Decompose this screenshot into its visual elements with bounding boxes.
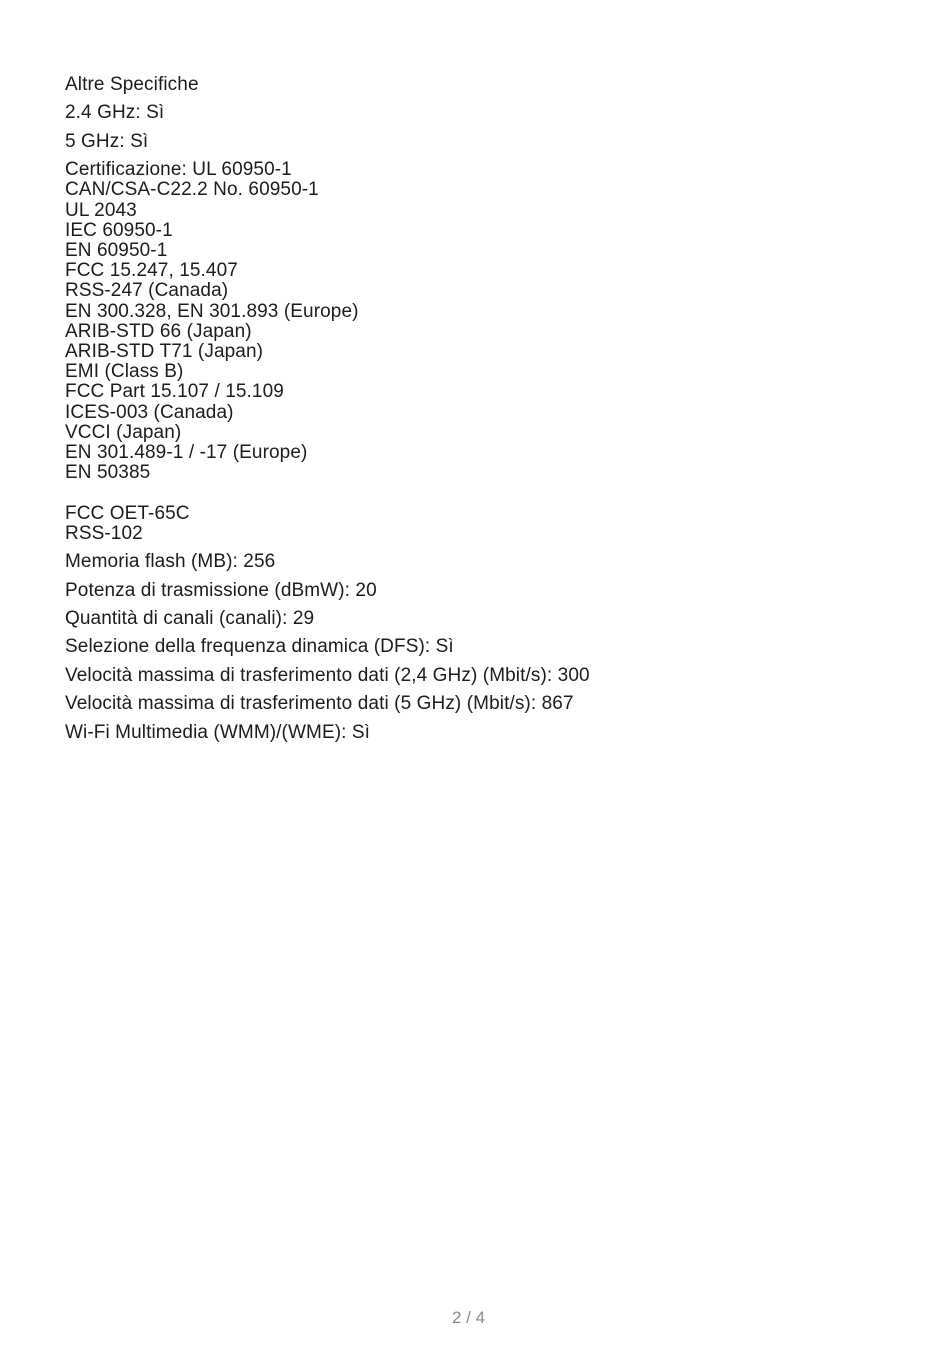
spec-line: Memoria flash (MB): 256 (65, 551, 276, 573)
spec-velocita-5-ghz (65, 694, 897, 714)
spec-line: FCC 15.247, 15.407 (65, 260, 238, 282)
spec-line: FCC Part 15.107 / 15.109 (65, 381, 284, 403)
spec-line: UL 2043 (65, 199, 137, 221)
spec-line: Potenza di trasmissione (dBmW): 20 (65, 579, 377, 601)
spec-line: FCC OET-65C (65, 502, 190, 524)
spec-line: Velocità massima di trasferimento dati (2,4 GHz) (Mbit/s): 300 (65, 664, 590, 686)
spec-line: ICES-003 (Canada) (65, 401, 234, 423)
spec-line: Certificazione: UL 60950-1 (65, 159, 292, 181)
spec-5-ghz (65, 132, 897, 152)
spec-line: 5 GHz: Sì (65, 130, 149, 152)
spec-line: VCCI (Japan) (65, 421, 182, 443)
spec-line: Selezione della frequenza dinamica (DFS): Sì (65, 636, 454, 658)
spec-line: EMI (Class B) (65, 361, 184, 383)
page-number: 2 / 4 (451, 1308, 486, 1327)
spec-line: 2.4 GHz: Sì (65, 102, 165, 124)
spec-potenza-trasmissione (65, 581, 897, 601)
spec-line: RSS-102 (65, 522, 143, 544)
spec-line: Velocità massima di trasferimento dati (5 GHz) (Mbit/s): 867 (65, 693, 574, 715)
spec-line: ARIB-STD 66 (Japan) (65, 320, 252, 342)
spec-velocita-2-4-ghz (65, 666, 897, 686)
spec-line: RSS-247 (Canada) (65, 280, 229, 302)
spec-line: CAN/CSA-C22.2 No. 60950-1 (65, 179, 319, 201)
spec-memoria-flash (65, 552, 897, 572)
spec-blocks (65, 75, 897, 751)
spec-wmm (65, 723, 897, 743)
spec-line: IEC 60950-1 (65, 219, 173, 241)
spec-line: Altre Specifiche (65, 74, 199, 95)
spec-line: ARIB-STD T71 (Japan) (65, 341, 264, 362)
spec-line: Quantità di canali (canali): 29 (65, 608, 315, 629)
spec-line: Wi-Fi Multimedia (WMM)/(WME): Sì (65, 721, 371, 743)
spec-line: EN 50385 (65, 462, 151, 484)
spec-line: EN 300.328, EN 301.893 (Europe) (65, 300, 359, 322)
section-title (65, 75, 897, 95)
spec-dfs (65, 637, 897, 657)
spec-line: EN 301.489-1 / -17 (Europe) (65, 442, 308, 464)
spec-quantita-canali (65, 609, 897, 629)
spec-line: EN 60950-1 (65, 239, 168, 261)
spec-certificazione (65, 160, 897, 544)
spec-2-4-ghz (65, 103, 897, 123)
page-footer (0, 1308, 937, 1328)
